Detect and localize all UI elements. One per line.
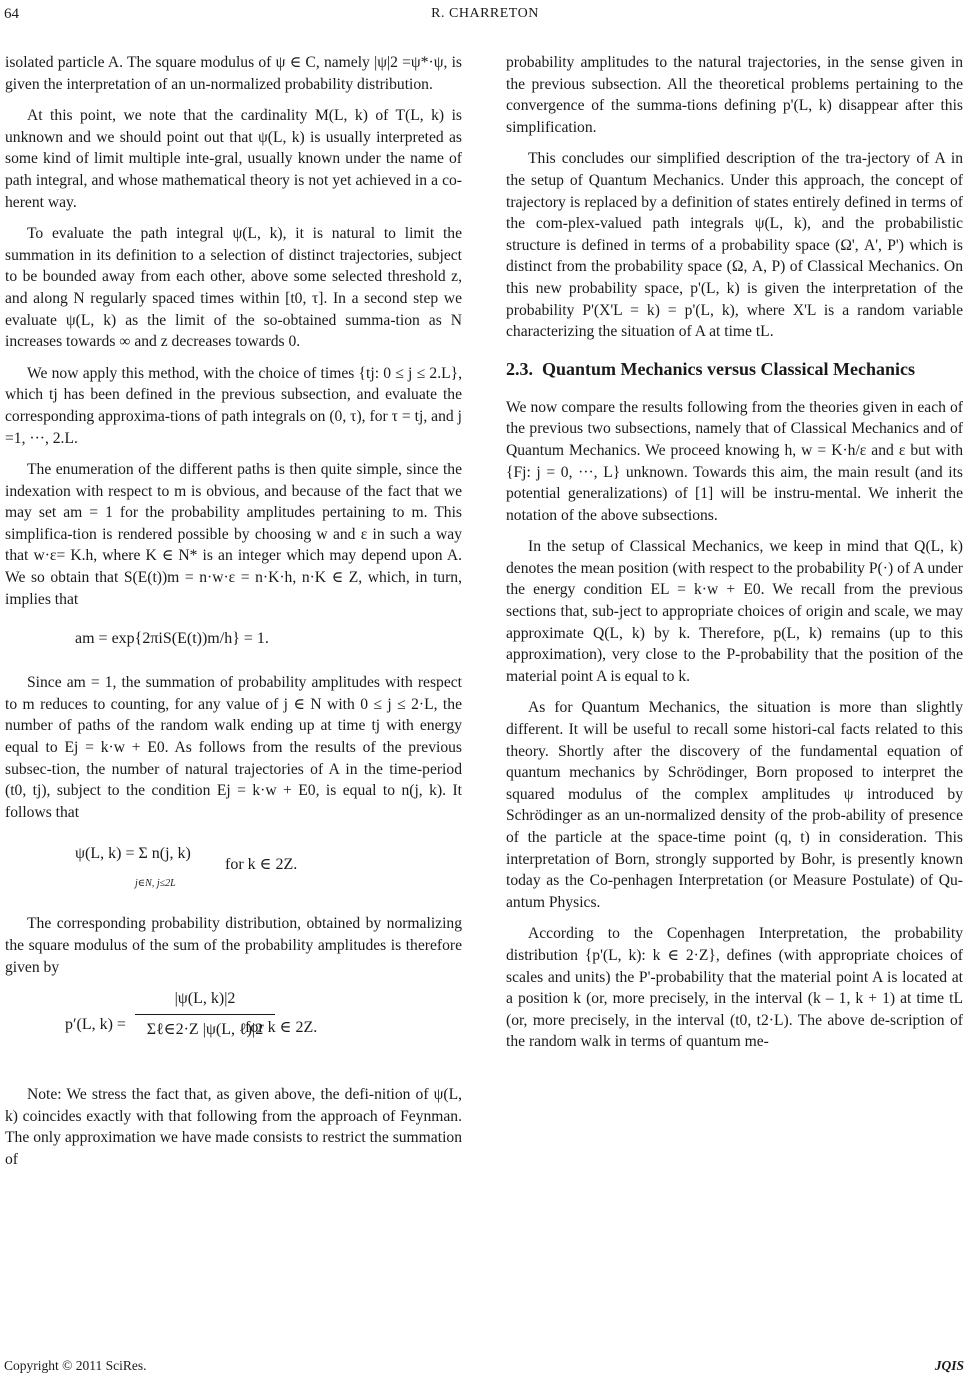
equation-probability [5,988,462,1068]
equation-psi-sum [5,833,462,897]
paragraph: This concludes our simplified description of the tra-jectory of A in the setup of Quantum Mechanics. Under this approach, the concept of trajectory is replaced by a definition of states entirely defined in terms of the com-plex-valued path integrals ψ(L, k), and the probabilistic structure is defined in terms of a probability space (Ω', A', P') which is distinct from the probability space (Ω, A, P) of Classical Mechanics. On this new probability space, p'(L, k) is given the interpretation of the probability P'(X'L = k) = p'(L, k), where X'L is a random variable characterizing the situation of A at time tL. [506,150,963,341]
fraction-numerator: |ψ(L, k)|2 [135,988,275,1015]
paragraph: In the setup of Classical Mechanics, we keep in mind that Q(L, k) denotes the mean position (with respect to the probability P(·) of A under the energy condition EL = k·w + E0. We recall from the previous sections that, sub-ject to appropriate choices of origin and scale, we may approximate Q(L, k) by k. Therefore, p(L, k) remains (up to this approximation), very close to the P-probability that the position of the material point A is equal to k. [506,538,963,685]
paragraph: As for Quantum Mechanics, the situation is more than slightly different. It will be useful to recall some histori-cal facts related to this theory. Shortly after the discovery of the fundamental equation of quantum mechanics by Schrödinger, Born proposed to interpret the squared modulus of the complex amplitudes ψ introduced by Schrödinger as an un-normalized density of the prob-ability of presence of the particle at the space-time point (q, t) in consideration. This interpretation of Born, strongly supported by Bohr, is presently known today as the Co-penhagen Interpretation (or Measure Postulate) of Qu-antum Physics. [506,699,963,911]
section-title: Quantum Mechanics versus Classical Mechanics [542,358,915,379]
equation-lhs: p′(L, k) = [65,1016,126,1034]
paragraph: According to the Copenhagen Interpretation, the probability distribution {p'(L, k): k ∈ 2·Z}, defines (with appropriate choices of scales and units) the P'-probability that the material point A is located at a position k (or, more precisely, in the interval (k – 1, k + 1) at time tL (or, more precisely, in the interval (t0, t2·L). The above de-scription of the random walk in terms of quantum me- [506,925,963,1051]
paragraph: isolated particle A. The square modulus of ψ ∈ C, namely |ψ|2 =ψ*·ψ, is given the interpretation of an un-normalized probability distribution. [5,54,462,93]
left-column [5,52,462,1181]
running-title: R. CHARRETON [431,6,539,21]
section-heading [506,357,963,381]
page-header [0,6,970,30]
paragraph: We now compare the results following from the theories given in each of the previous two subsections, namely that of Classical Mechanics and of Quantum Mechanics. We proceed knowing h, w = K·h/ε and ε but with {Fj: j = 0, ···, L} unknown. Towards this aim, the main result (and its potential generalizations) of [1] will be instru-mental. We inherit the notation of the above subsections. [506,398,963,524]
equation-am [5,620,462,656]
paragraph: The corresponding probability distribution, obtained by normalizing the square modulus of the sum of the probability amplitudes is therefore given by [5,915,462,976]
page-number: 64 [4,6,19,22]
paragraph: Note: We stress the fact that, as given above, the defi-nition of ψ(L, k) coincides exactly with that following from the approach of Feynman. The only approximation we have made consists to restrict the summation of [5,1086,462,1168]
paragraph: To evaluate the path integral ψ(L, k), it is natural to limit the summation in its definition to a selection of distinct trajectories, subject to be bounded away from each other, above some selected threshold z, and along N regularly spaced times within [t0, τ]. In a second step we evaluate ψ(L, k) as the limit of the so-obtained summa-tion as N increases towards ∞ and z decreases towards 0. [5,225,462,351]
section-number: 2.3. [506,358,533,379]
paragraph: The enumeration of the different paths is then quite simple, since the indexation with respect to m is obvious, and because of the fact that we may set am = 1 for the probability amplitudes pertaining to m. This simplifica-tion is rendered possible by choosing w and ε in such a way that w·ε= K.h, where K ∈ N* is an integer which may depend upon A. We so obtain that S(E(t))m = n·w·ε = n·K·h, n·K ∈ Z, which, in turn, implies that [5,461,462,608]
equation-condition: for k ∈ 2Z. [225,856,298,874]
paragraph: We now apply this method, with the choice of times {tj: 0 ≤ j ≤ 2.L}, which tj has been defined in the previous subsection, and evaluate the corresponding approxima-tions of path integrals on (0, τ), for τ = tj, and j =1, ···, 2.L. [5,364,462,447]
equation-body: ψ(L, k) = Σ n(j, k) [75,845,191,863]
paragraph: probability amplitudes to the natural trajectories, in the sense given in the previous subsection. All the theoretical problems pertaining to the convergence of the summa-tions defining p'(L, k) disappear after this simplification. [506,54,963,136]
paragraph: At this point, we note that the cardinality M(L, k) of T(L, k) is unknown and we should point out that ψ(L, k) is usually interpreted as some kind of limit multiple inte-gral, usually known under the name of path integral, and whose mathematical theory is not yet achieved in a co-herent way. [5,107,462,211]
equation-subscript: j∈N, j≤2L [135,878,176,890]
equation-body: am = exp{2πiS(E(t))m/h} = 1. [75,630,269,648]
copyright-notice: Copyright © 2011 SciRes. [4,1358,147,1373]
right-column [506,52,963,1063]
page-footer [0,1358,970,1378]
fraction-denominator: Σℓ∈2·Z |ψ(L, ℓ)|2 [146,1020,264,1038]
paragraph: Since am = 1, the summation of probability amplitudes with respect to m reduces to counting, for any value of j ∈ N with 0 ≤ j ≤ 2·L, the number of paths of the random walk ending up at time tj with energy equal to Ej = k·w + E0. As follows from the results of the previous subsec-tion, the number of natural trajectories of A in the time-period (t0, tj), subject to the condition Ej = k·w + E0, is equal to n(j, k). It follows that [5,674,462,821]
journal-abbreviation: JQIS [934,1358,964,1373]
equation-condition: for k ∈ 2Z. [245,1019,318,1037]
